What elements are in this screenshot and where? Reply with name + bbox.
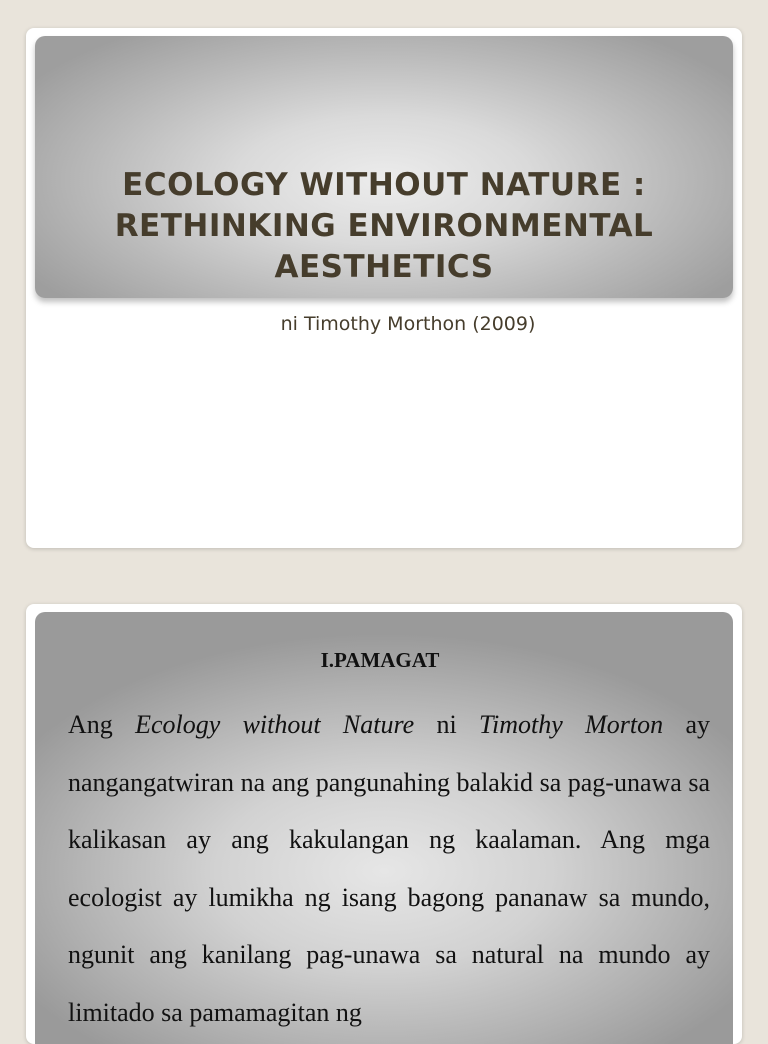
slide-title: ECOLOGY WITHOUT NATURE : RETHINKING ENVIRONMENTAL AESTHETICS <box>114 167 654 285</box>
content-slide[interactable] <box>26 604 742 1044</box>
body-text-segment: ay nangangatwiran na ang pangunahing balakid sa pag-unawa sa kalikasan ay ang kakulangan ng kaalaman. Ang mga ecologist ay lumikha ng isang bagong pananaw sa mundo, ngunit ang kanilang pag-unawa sa natural na mundo ay limitado sa pamamagitan ng <box>68 710 710 1027</box>
slide-subtitle: ni Timothy Morthon (2009) <box>280 313 536 335</box>
body-text-segment: Ang <box>68 710 136 739</box>
title-slide[interactable] <box>26 28 742 548</box>
content-band <box>35 612 733 1044</box>
section-heading: I.PAMAGAT <box>320 648 440 672</box>
body-paragraph <box>68 696 710 1041</box>
title-band <box>35 36 733 298</box>
book-title: Ecology without Nature <box>135 710 415 739</box>
body-text-segment: ni <box>414 710 480 739</box>
author-name: Timothy Morton <box>479 710 664 739</box>
